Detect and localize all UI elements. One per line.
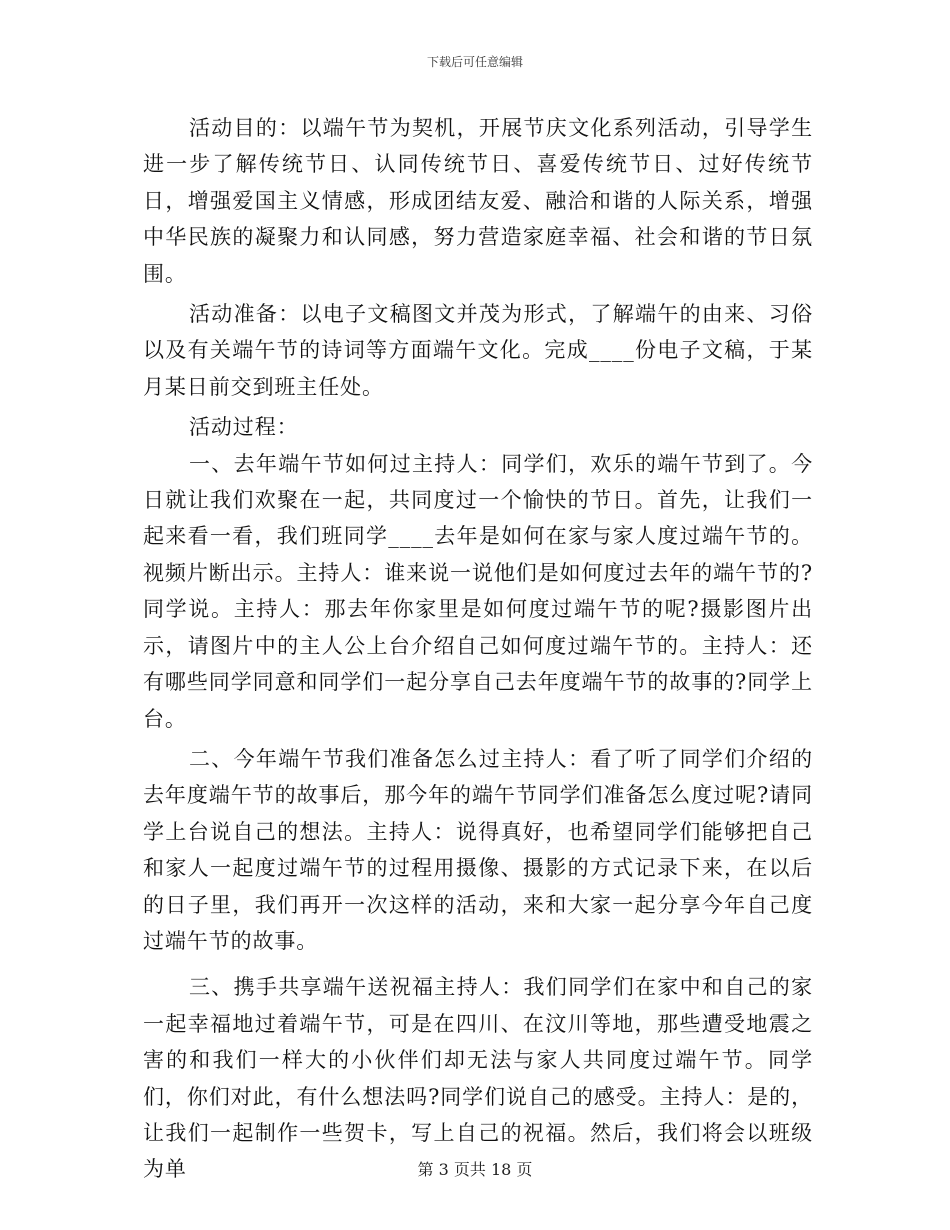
page-footer: 第 3 页共 18 页 <box>417 1160 533 1179</box>
paragraph-activity-process-heading: 活动过程： <box>189 415 299 440</box>
paragraph-section-two: 二、今年端午节我们准备怎么过主持人：看了听了同学们介绍的去年度端午节的故事后，那今年的端午节同学们准备怎么度过呢?请同学上台说自己的想法。主持人：说得真好，也希望同学们能够把自己和家人一起度过端午节的过程用摄像、摄影的方式记录下来，在以后的日子里，我们再开一次这样的活动，来和大家一起分享今年自己度过端午节的故事。 <box>143 746 813 953</box>
paragraph-activity-preparation: 活动准备：以电子文稿图文并茂为形式，了解端午的由来、习俗以及有关端午节的诗词等方面端午文化。完成____份电子文稿，于某月某日前交到班主任处。 <box>143 302 813 399</box>
document-body <box>143 110 813 1188</box>
paragraph-activity-purpose: 活动目的：以端午节为契机，开展节庆文化系列活动，引导学生进一步了解传统节日、认同传统节日、喜爱传统节日、过好传统节日，增强爱国主义情感，形成团结友爱、融洽和谐的人际关系，增强中华民族的凝聚力和认同感，努力营造家庭幸福、社会和谐的节日氛围。 <box>143 116 813 286</box>
page-header: 下载后可任意编辑 <box>426 55 523 69</box>
paragraph-section-one: 一、去年端午节如何过主持人：同学们，欢乐的端午节到了。今日就让我们欢聚在一起，共同度过一个愉快的节日。首先，让我们一起来看一看，我们班同学____去年是如何在家与家人度过端午节的。视频片断出示。主持人：谁来说一说他们是如何度过去年的端午节的?同学说。主持人：那去年你家里是如何度过端午节的呢?摄影图片出示，请图片中的主人公上台介绍自己如何度过端午节的。主持人：还有哪些同学同意和同学们一起分享自己去年度端午节的故事的?同学上台。 <box>143 451 813 731</box>
paragraph-section-three: 三、携手共享端午送祝福主持人：我们同学们在家中和自己的家一起幸福地过着端午节，可是在四川、在汶川等地，那些遭受地震之害的和我们一样大的小伙伴们却无法与家人共同度过端午节。同学们，你们对此，有什么想法吗?同学们说自己的感受。主持人：是的，让我们一起制作一些贺卡，写上自己的祝福。然后，我们将会以班级为单 <box>143 975 813 1182</box>
